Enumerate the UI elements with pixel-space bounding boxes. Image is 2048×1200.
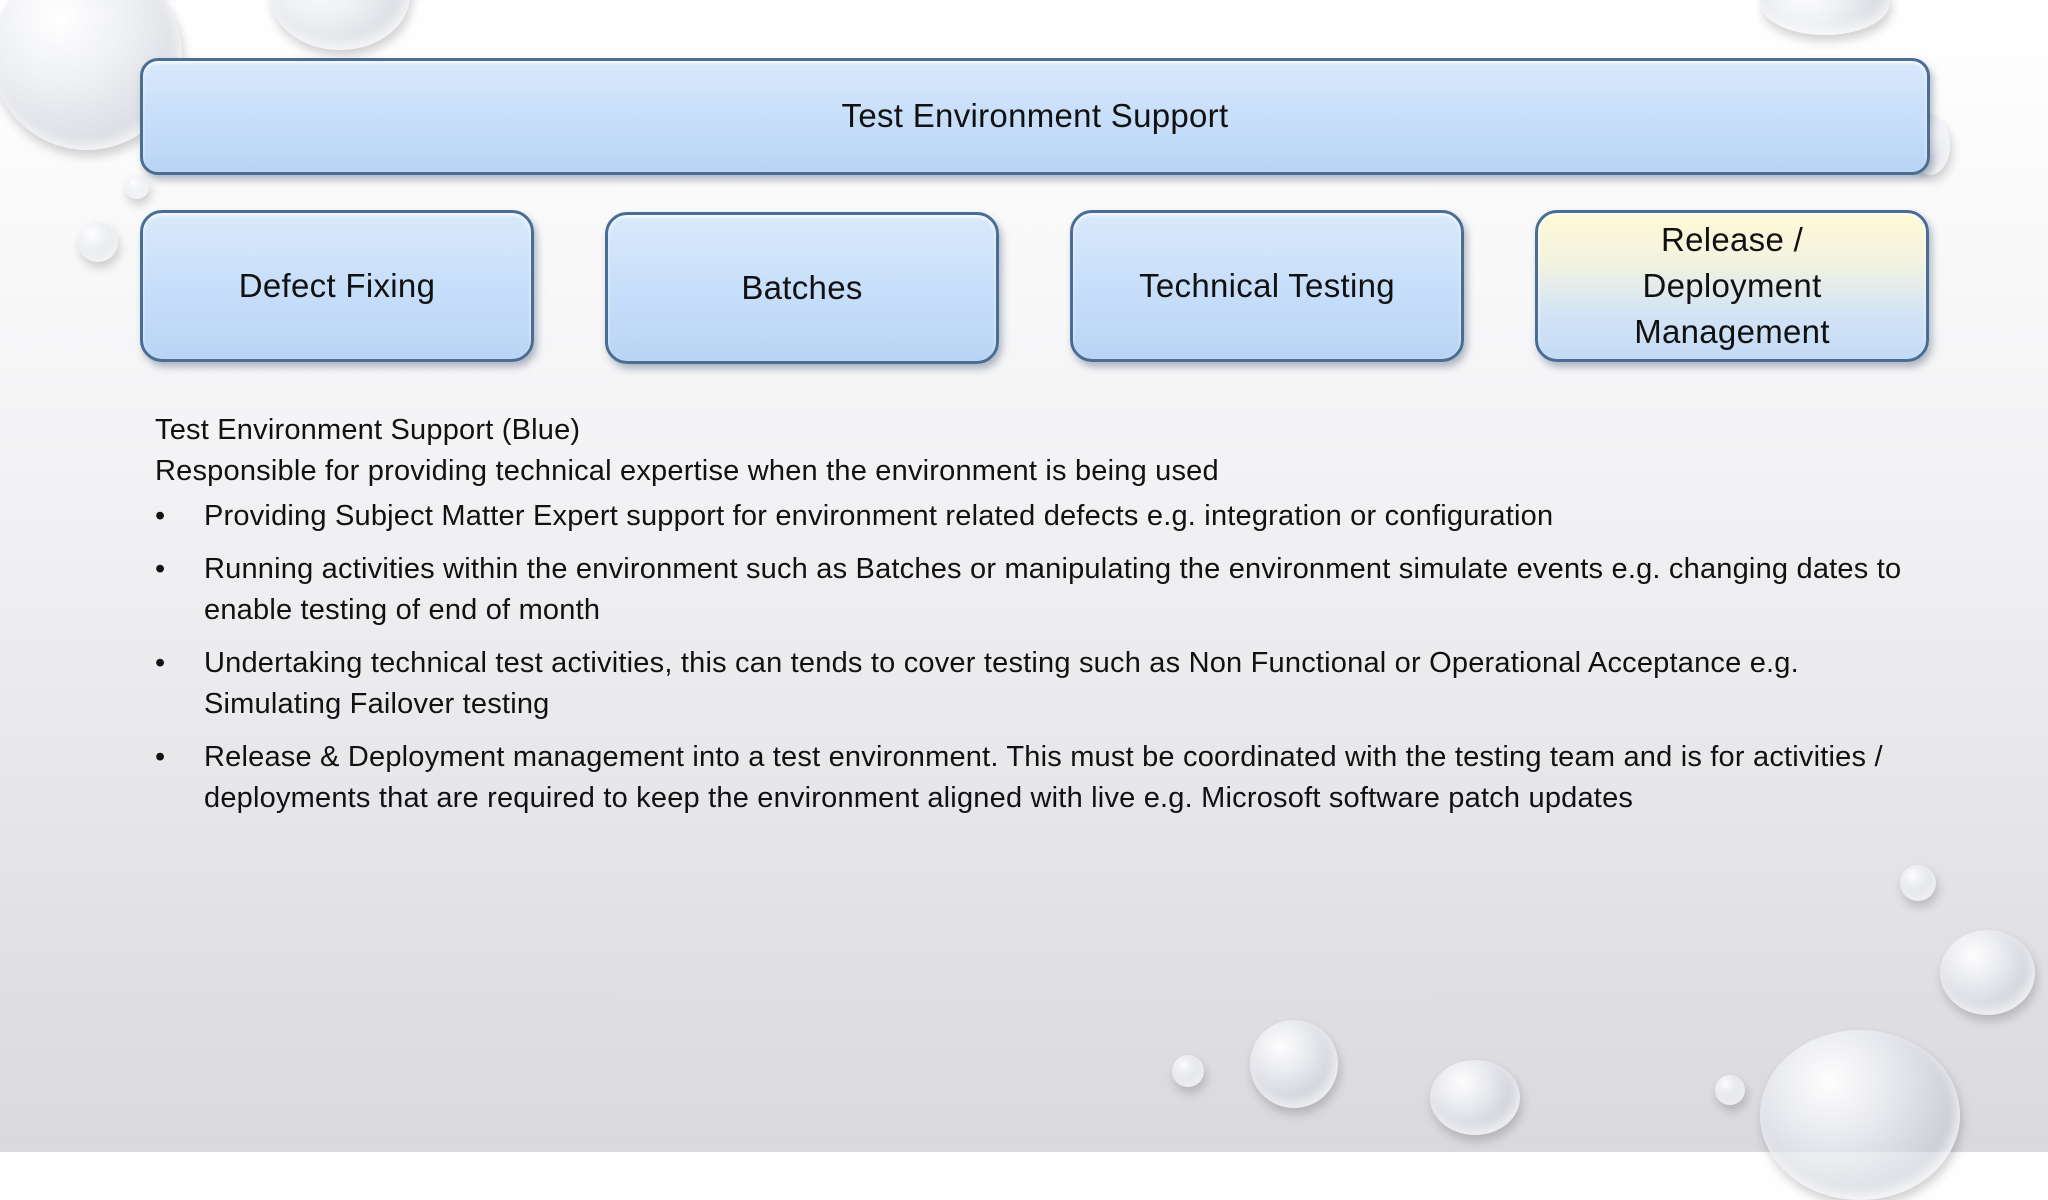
water-droplet-decoration (270, 0, 410, 50)
water-droplet-decoration (1250, 1020, 1338, 1108)
water-droplet-decoration (1172, 1055, 1204, 1087)
description-text (155, 410, 1915, 831)
box-label: Defect Fixing (238, 266, 436, 304)
bullet-list (155, 496, 1915, 819)
list-item (155, 496, 1915, 537)
box-label: Batches (741, 268, 863, 306)
water-droplet-decoration (1760, 1030, 1960, 1200)
water-droplet-decoration (125, 175, 149, 199)
box-technical-testing (1070, 210, 1464, 362)
description-title: Test Environment Support (Blue) (155, 414, 581, 446)
box-defect-fixing (140, 210, 534, 362)
water-droplet-decoration (1430, 1060, 1520, 1135)
bullet-icon: • (155, 647, 166, 679)
water-droplet-decoration (1940, 930, 2035, 1015)
list-item (155, 643, 1915, 725)
water-droplet-decoration (1715, 1075, 1745, 1105)
bullet-text: Running activities within the environment such as Batches or manipulating the environment simulate events e.g. changing dates to enable testing of end of month (204, 553, 1902, 626)
list-item (155, 737, 1915, 819)
box-batches (605, 212, 999, 364)
bullet-text: Release & Deployment management into a test environment. This must be coordinated with the testing team and is for activities / deployments that are required to keep the environment aligned with live e.g. Microsoft software patch updates (204, 741, 1883, 814)
bullet-icon: • (155, 500, 166, 532)
bullet-text: Undertaking technical test activities, this can tends to cover testing such as Non Functional or Operational Acceptance e.g. Simulating Failover testing (204, 647, 1799, 720)
box-release-deployment-management (1535, 210, 1929, 362)
box-label: Release / Deployment Management (1634, 220, 1830, 351)
water-droplet-decoration (78, 222, 118, 262)
header-box-label: Test Environment Support (841, 97, 1229, 135)
water-droplet-decoration (1760, 0, 1890, 35)
box-label: Technical Testing (1139, 266, 1395, 304)
bullet-icon: • (155, 553, 166, 585)
bullet-text: Providing Subject Matter Expert support for environment related defects e.g. integration or configuration (204, 500, 1554, 532)
header-box (140, 58, 1930, 175)
bullet-icon: • (155, 741, 166, 773)
water-droplet-decoration (1900, 865, 1936, 901)
description-subtitle: Responsible for providing technical expertise when the environment is being used (155, 455, 1219, 487)
list-item (155, 549, 1915, 631)
